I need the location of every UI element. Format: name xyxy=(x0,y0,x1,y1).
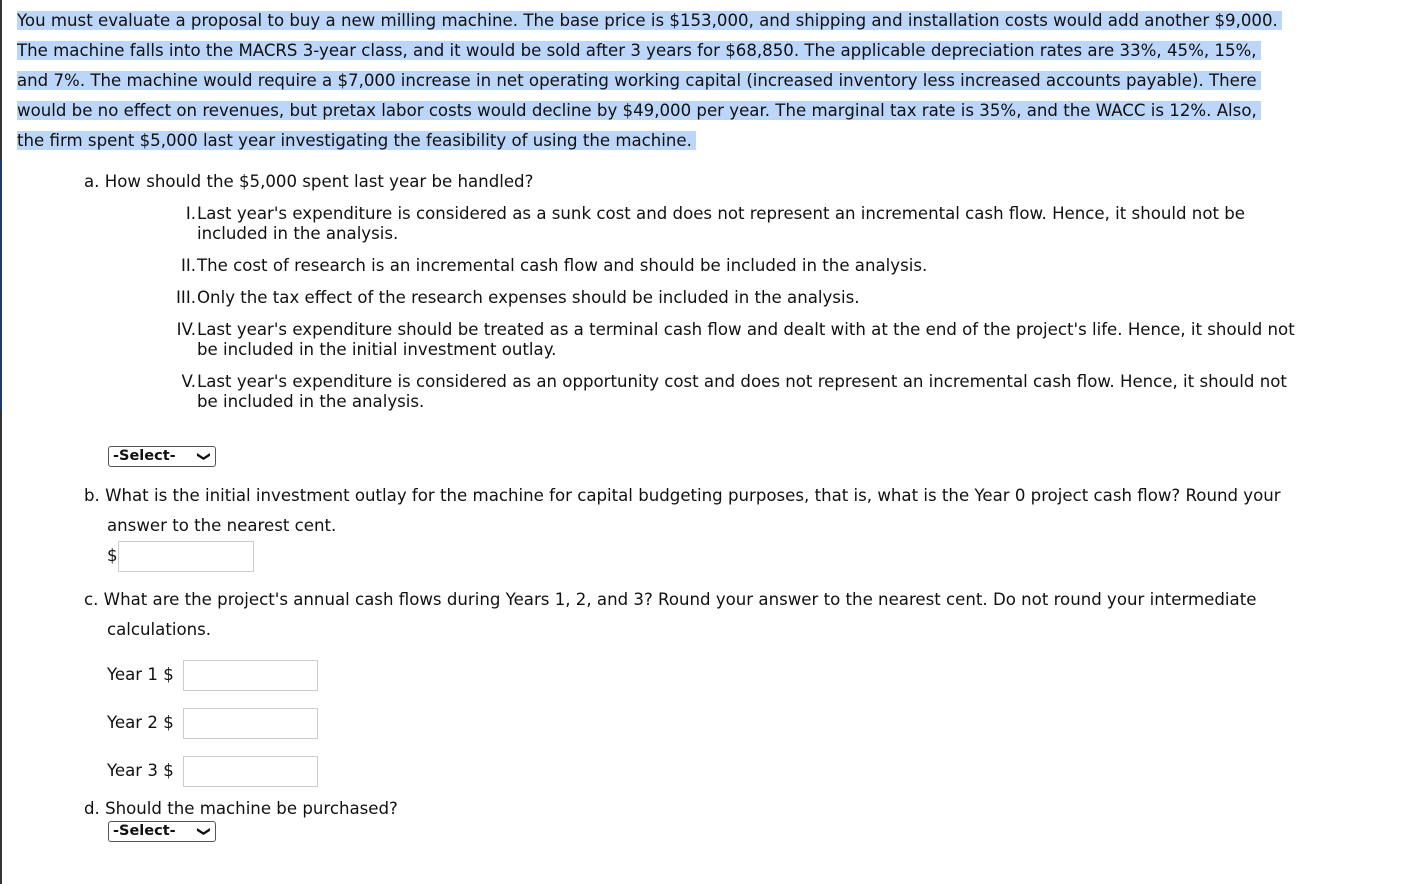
option-number: I. xyxy=(185,204,196,223)
option-i xyxy=(150,204,1400,244)
chevron-down-icon: ❯ xyxy=(196,451,212,462)
question-a: a. How should the $5,000 spent last year be handled? xyxy=(84,172,534,191)
year-1-input[interactable] xyxy=(183,660,318,691)
currency-symbol: $ xyxy=(107,546,118,565)
year-3-label: Year 3 $ xyxy=(107,761,174,780)
option-text: Last year's expenditure is considered as an opportunity cost and does not represent an incremental cash flow. Hence, it should not xyxy=(197,372,1287,391)
chevron-down-icon: ❯ xyxy=(196,826,212,837)
left-border-accent xyxy=(0,160,2,410)
select-label: -Select- xyxy=(113,823,176,839)
select-label: -Select- xyxy=(113,448,176,464)
question-b-line2: answer to the nearest cent. xyxy=(107,516,337,535)
option-text: included in the analysis. xyxy=(197,224,399,243)
option-text: be included in the analysis. xyxy=(197,392,425,411)
year-3-input[interactable] xyxy=(183,756,318,787)
option-iv xyxy=(150,320,1400,360)
option-text: Only the tax effect of the research expenses should be included in the analysis. xyxy=(197,288,860,307)
intro-line: You must evaluate a proposal to buy a new milling machine. The base price is $153,000, and shipping and installation costs would add another $9,000. xyxy=(17,11,1282,30)
option-number: II. xyxy=(180,256,196,275)
option-number: V. xyxy=(181,372,196,391)
option-text: be included in the initial investment outlay. xyxy=(197,340,557,359)
option-ii xyxy=(150,256,1400,276)
option-number: III. xyxy=(176,288,196,307)
option-number: IV. xyxy=(176,320,196,339)
intro-line: and 7%. The machine would require a $7,000 increase in net operating working capital (increased inventory less increased accounts payable). There xyxy=(17,71,1261,90)
problem-statement xyxy=(17,6,1282,156)
year-2-input[interactable] xyxy=(183,708,318,739)
left-border xyxy=(0,0,2,884)
option-text: The cost of research is an incremental cash flow and should be included in the analysis. xyxy=(197,256,928,275)
intro-line: The machine falls into the MACRS 3-year class, and it would be sold after 3 years for $68,850. The applicable depreciation rates are 33%, 45%, 15%, xyxy=(17,41,1261,60)
answer-d-select[interactable] xyxy=(108,821,216,842)
intro-line: would be no effect on revenues, but pretax labor costs would decline by $49,000 per year. The marginal tax rate is 35%, and the WACC is 12%. Also, xyxy=(17,101,1261,120)
question-d: d. Should the machine be purchased? xyxy=(84,799,398,818)
question-b-line1: b. What is the initial investment outlay for the machine for capital budgeting purposes, that is, what is the Year 0 project cash flow? Round your xyxy=(84,486,1281,505)
option-iii xyxy=(150,288,1400,308)
option-text: Last year's expenditure should be treated as a terminal cash flow and dealt with at the end of the project's life. Hence, it should not xyxy=(197,320,1295,339)
question-c-line2: calculations. xyxy=(107,620,212,639)
intro-line: the firm spent $5,000 last year investigating the feasibility of using the machine. xyxy=(17,131,696,150)
year-1-label: Year 1 $ xyxy=(107,665,174,684)
option-v xyxy=(150,372,1400,412)
year-2-label: Year 2 $ xyxy=(107,713,174,732)
answer-a-select[interactable] xyxy=(108,446,216,467)
option-text: Last year's expenditure is considered as a sunk cost and does not represent an incremental cash flow. Hence, it should not be xyxy=(197,204,1245,223)
initial-outlay-input[interactable] xyxy=(118,541,254,572)
question-c-line1: c. What are the project's annual cash flows during Years 1, 2, and 3? Round your answer to the nearest cent. Do not round your intermediate xyxy=(84,590,1257,609)
